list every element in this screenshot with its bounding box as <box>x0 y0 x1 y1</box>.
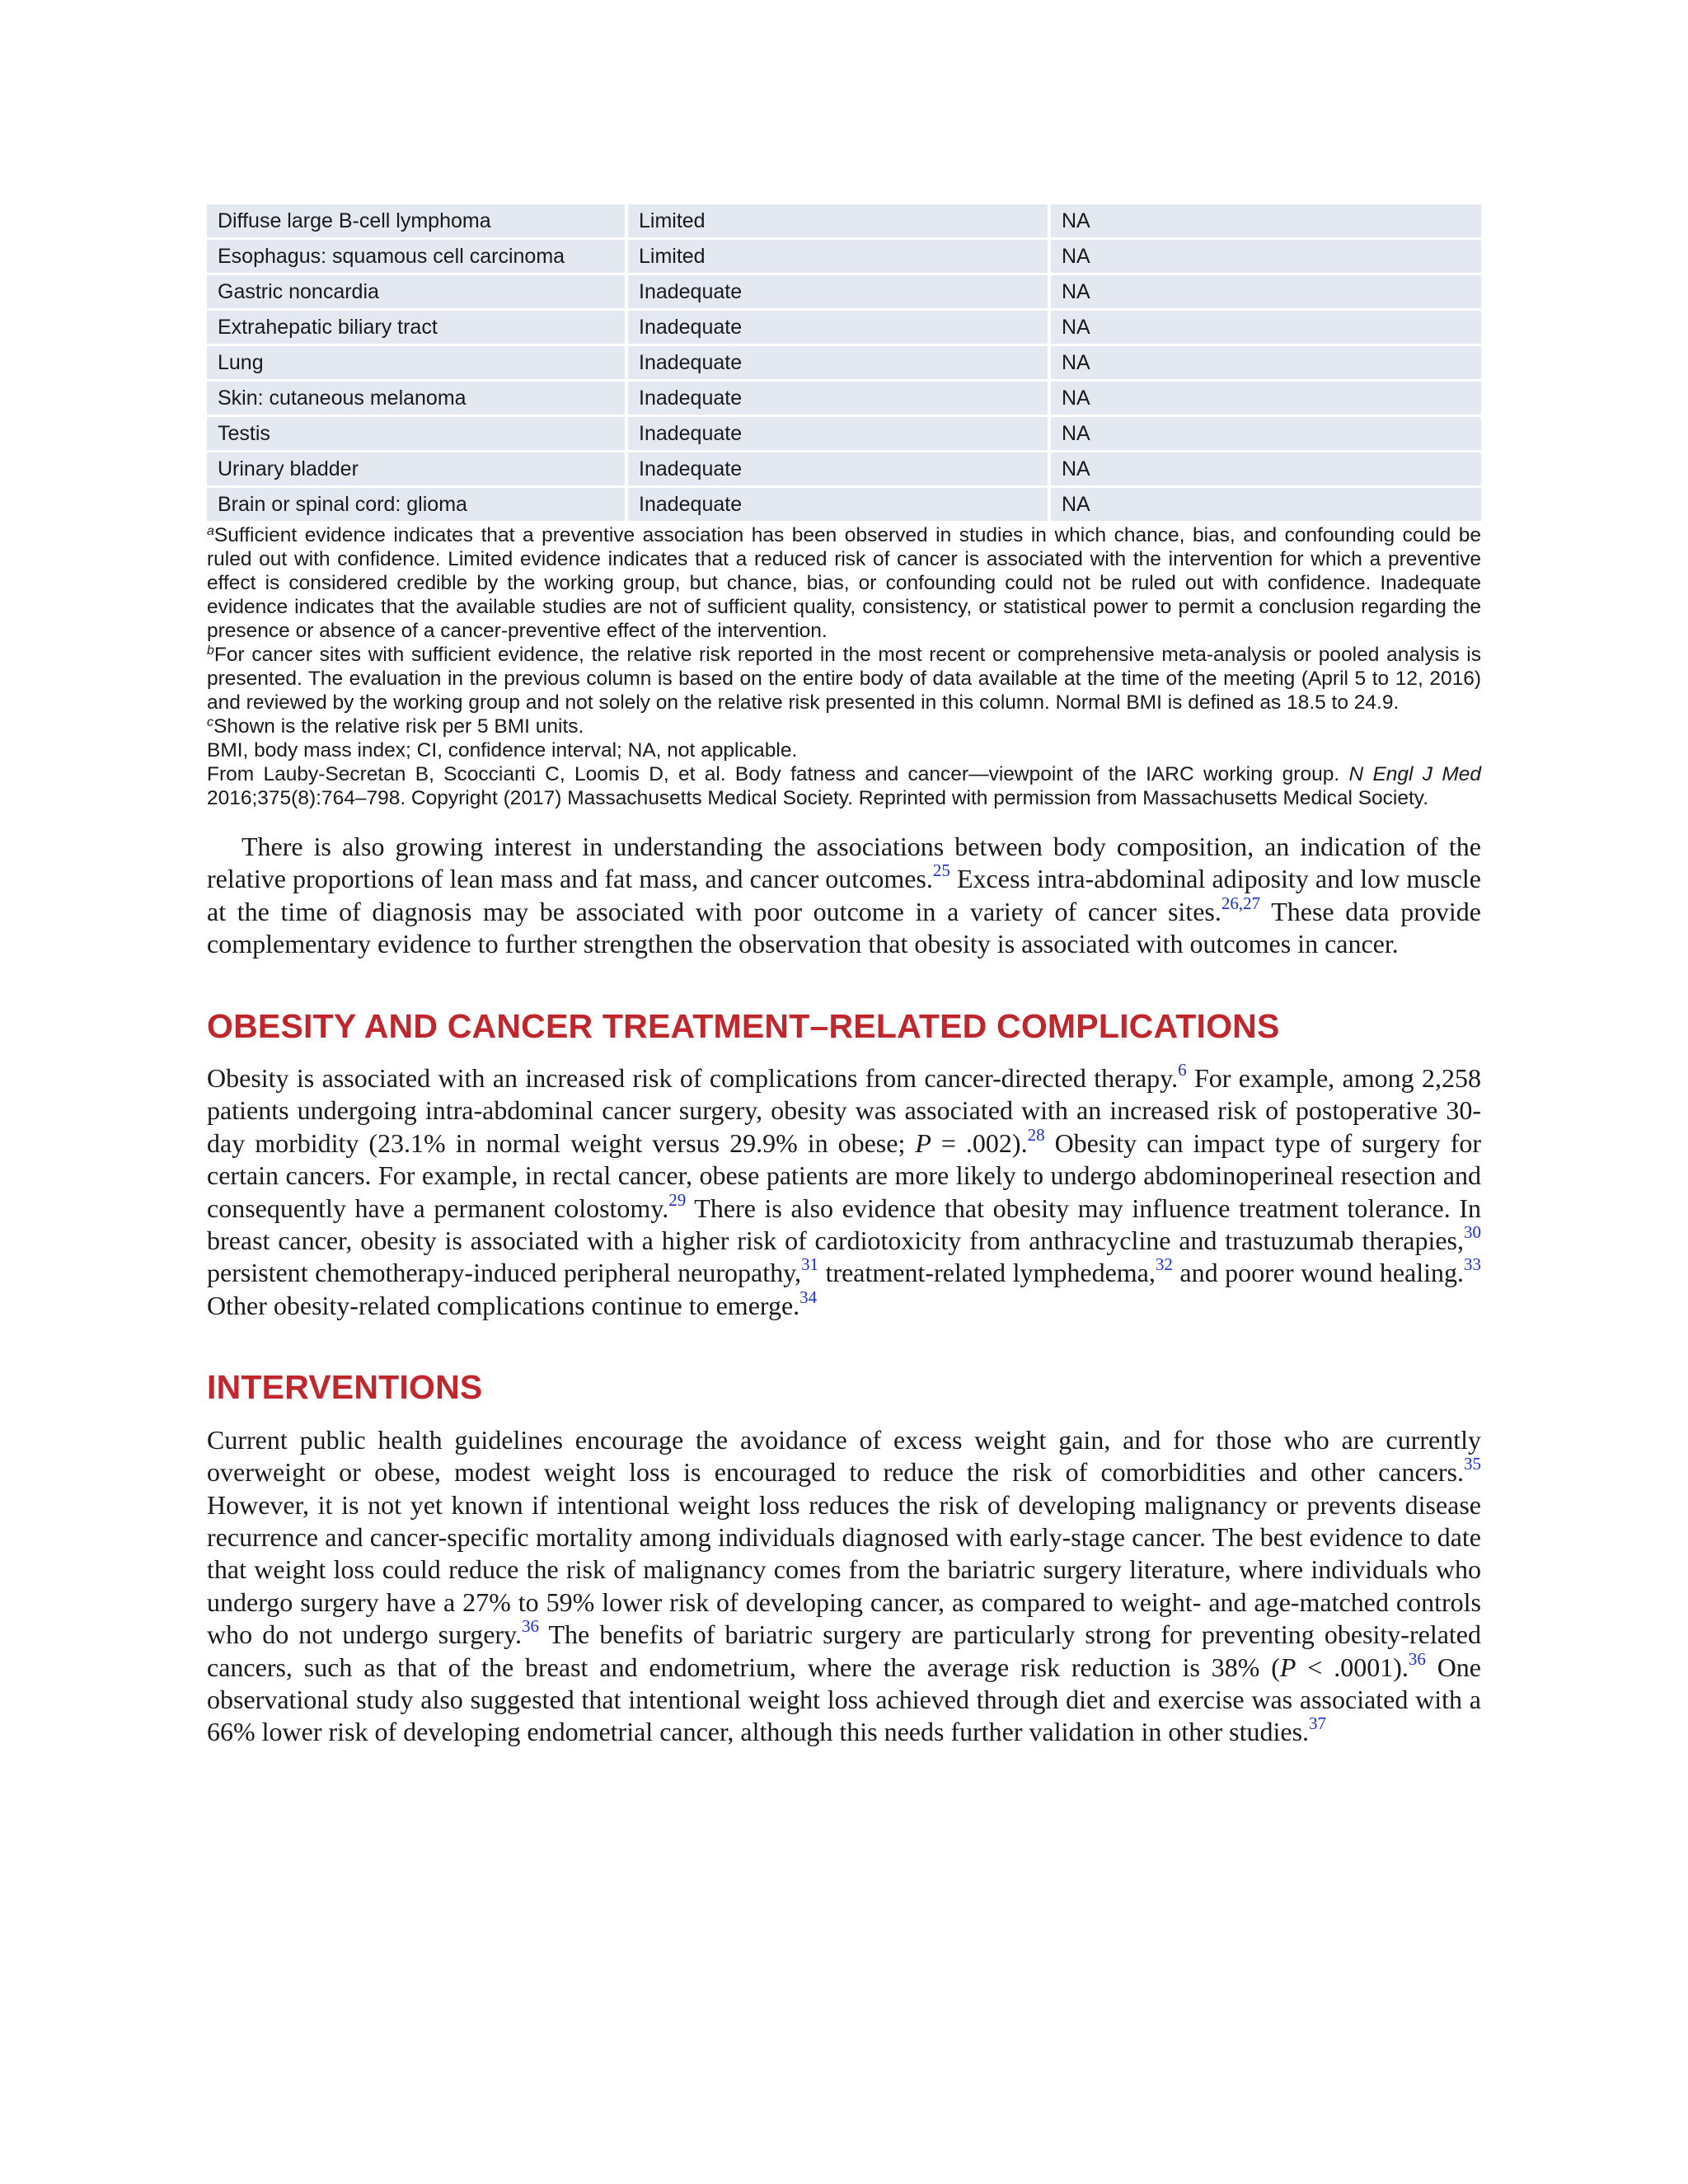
ref-link[interactable]: 34 <box>799 1286 818 1307</box>
table-footnotes <box>207 523 1481 810</box>
ref-link[interactable]: 29 <box>668 1189 687 1210</box>
table-row <box>207 240 1481 273</box>
relative-risk-cell: NA <box>1051 240 1481 273</box>
intro-text: There is also growing interest in understanding the associations between body composition, an indication of the relative proportions of lean mass and fat mass, and cancer outcomes. <box>207 832 1481 894</box>
footnote-b-marker: b <box>207 644 214 658</box>
cancer-site-cell: Urinary bladder <box>207 452 628 485</box>
cancer-site-cell: Gastric noncardia <box>207 275 628 308</box>
relative-risk-cell: NA <box>1051 275 1481 308</box>
interventions-paragraph <box>207 1424 1481 1749</box>
cancer-site-cell: Esophagus: squamous cell carcinoma <box>207 240 628 273</box>
paragraph-text: However, it is not yet known if intentional weight loss reduces the risk of developing malignancy or prevents disease recurrence and cancer-specific mortality among individuals diagnosed with early-stage cancer. The best evidence to date that weight loss could reduce the risk of malignancy comes from the bariatric surgery literature, where individuals who undergo surgery have a 27% to 59% lower risk of developing cancer, as compared to weight- and age-matched controls who do not undergo surgery. <box>207 1489 1481 1650</box>
ref-link[interactable]: 26,27 <box>1221 893 1261 913</box>
cancer-site-cell: Brain or spinal cord: glioma <box>207 488 628 521</box>
ref-link[interactable]: 25 <box>932 860 950 881</box>
evidence-table-body <box>207 204 1481 521</box>
ref-link[interactable]: 6 <box>1178 1060 1187 1080</box>
footnote-c <box>207 715 1481 738</box>
footnote-source <box>207 762 1481 810</box>
table-row <box>207 346 1481 379</box>
ref-link[interactable]: 28 <box>1027 1124 1045 1145</box>
footnote-b <box>207 643 1481 715</box>
section-heading-complications: OBESITY AND CANCER TREATMENT–RELATED COMPLICATIONS <box>207 1006 1280 1045</box>
footnote-c-text: Shown is the relative risk per 5 BMI units. <box>213 715 584 738</box>
ref-link[interactable]: 37 <box>1309 1713 1327 1734</box>
evidence-cell: Inadequate <box>628 275 1051 308</box>
ref-link[interactable]: 32 <box>1155 1254 1173 1275</box>
evidence-cell: Inadequate <box>628 417 1051 450</box>
complications-paragraph <box>207 1062 1481 1322</box>
ref-link[interactable]: 36 <box>521 1616 539 1637</box>
paragraph-text: Other obesity-related complications continue to emerge. <box>207 1290 800 1320</box>
evidence-cell: Inadequate <box>628 311 1051 344</box>
table-row <box>207 417 1481 450</box>
evidence-table <box>207 202 1481 523</box>
relative-risk-cell: NA <box>1051 382 1481 415</box>
cancer-site-cell: Extrahepatic biliary tract <box>207 311 628 344</box>
table-row <box>207 382 1481 415</box>
evidence-cell: Inadequate <box>628 452 1051 485</box>
relative-risk-cell: NA <box>1051 488 1481 521</box>
relative-risk-cell: NA <box>1051 311 1481 344</box>
paragraph-text: and poorer wound healing. <box>1172 1258 1465 1288</box>
table-row <box>207 311 1481 344</box>
evidence-cell: Inadequate <box>628 346 1051 379</box>
paragraph-text: treatment-related lymphedema, <box>818 1258 1156 1288</box>
table-row <box>207 204 1481 237</box>
cancer-site-cell: Lung <box>207 346 628 379</box>
footnote-a-text: Sufficient evidence indicates that a preventive association has been observed in studies in which chance, bias, and confounding could be ruled out with confidence. Limited evidence indicates that a reduced risk of cancer is associated with the intervention for which a preventive effect is considered credible by the working group, but chance, bias, or confounding could not be ruled out with confidence. Inadequate evidence indicates that the available studies are not of sufficient quality, consistency, or statistical power to permit a conclusion regarding the presence or absence of a cancer-preventive effect of the intervention. <box>207 524 1481 642</box>
ref-link[interactable]: 31 <box>801 1254 819 1275</box>
paragraph-text: The benefits of bariatric surgery are particularly strong for preventing obesity-related cancers, such as that of the breast and endometrium, where the average risk reduction is 38% ( <box>207 1619 1482 1682</box>
cancer-site-cell: Diffuse large B-cell lymphoma <box>207 204 628 237</box>
relative-risk-cell: NA <box>1051 346 1481 379</box>
intro-text: These data provide complementary evidence to further strengthen the observation that obesity is associated with outcomes in cancer. <box>207 896 1482 959</box>
footnote-b-text: For cancer sites with sufficient evidence, the relative risk reported in the most recent or comprehensive meta-analysis or pooled analysis is presented. The evaluation in the previous column is based on the entire body of data available at the time of the meeting (April 5 to 12, 2016) and reviewed by the working group and not solely on the relative risk presented in this column. Normal BMI is defined as 18.5 to 24.9. <box>207 644 1481 714</box>
paragraph-text: Obesity can impact type of surgery for certain cancers. For example, in rectal cancer, obese patients are more likely to undergo abdominoperineal resection and consequently have a permanent colostomy. <box>207 1127 1482 1223</box>
footnote-a <box>207 523 1481 643</box>
ref-link[interactable]: 30 <box>1464 1222 1481 1243</box>
footnote-abbreviations: BMI, body mass index; CI, confidence interval; NA, not applicable. <box>207 739 798 762</box>
cancer-site-cell: Testis <box>207 417 628 450</box>
evidence-cell: Inadequate <box>628 382 1051 415</box>
cancer-site-cell: Skin: cutaneous melanoma <box>207 382 628 415</box>
paragraph-text: One observational study also suggested that intentional weight loss achieved through diet and exercise was associated with a 66% lower risk of developing endometrial cancer, although this needs further validation in other studies. <box>207 1652 1482 1747</box>
evidence-cell: Limited <box>628 240 1051 273</box>
table-row <box>207 452 1481 485</box>
evidence-cell: Limited <box>628 204 1051 237</box>
intro-text: Excess intra-abdominal adiposity and low muscle at the time of diagnosis may be associated with poor outcome in a variety of cancer sites. <box>207 864 1482 926</box>
p-value-symbol: P <box>1279 1652 1296 1682</box>
ref-link[interactable]: 35 <box>1464 1454 1481 1474</box>
source-journal: N Engl J Med <box>1348 763 1481 785</box>
intro-paragraph <box>207 831 1481 961</box>
main-text <box>207 831 1481 1749</box>
ref-link[interactable]: 36 <box>1408 1648 1426 1669</box>
source-text: From Lauby-Secretan B, Scoccianti C, Loomis D, et al. Body fatness and cancer—viewpoint of the IARC working group. <box>207 763 1349 785</box>
footnote-a-marker: a <box>207 524 214 538</box>
footnote-c-marker: c <box>207 715 213 729</box>
section-heading-interventions: INTERVENTIONS <box>207 1368 483 1407</box>
paragraph-text: For example, among 2,258 patients undergoing intra-abdominal cancer surgery, obesity was associated with an increased risk of postoperative 30-day morbidity (23.1% in normal weight versus 29.9% in obese; <box>207 1063 1482 1158</box>
paragraph-text: Obesity is associated with an increased risk of complications from cancer-directed therapy. <box>207 1063 1179 1094</box>
paragraph-text: There is also evidence that obesity may influence treatment tolerance. In breast cancer, obesity is associated with a higher risk of cardiotoxicity from anthracycline and trastuzumab therapies, <box>207 1193 1482 1256</box>
page <box>207 204 1481 1749</box>
paragraph-text: = .002). <box>931 1127 1028 1158</box>
source-citation: 2016;375(8):764–798. Copyright (2017) Massachusetts Medical Society. Reprinted with permission from Massachusetts Medical Society. <box>207 787 1429 809</box>
paragraph-text: < .0001). <box>1296 1652 1409 1682</box>
relative-risk-cell: NA <box>1051 452 1481 485</box>
evidence-cell: Inadequate <box>628 488 1051 521</box>
paragraph-text: Current public health guidelines encourage the avoidance of excess weight gain, and for those who are currently overweight or obese, modest weight loss is encouraged to reduce the risk of comorbidities and other cancers. <box>207 1424 1481 1488</box>
relative-risk-cell: NA <box>1051 204 1481 237</box>
paragraph-text: persistent chemotherapy-induced peripheral neuropathy, <box>207 1258 802 1288</box>
table-row <box>207 275 1481 308</box>
p-value-symbol: P <box>915 1127 931 1158</box>
ref-link[interactable]: 33 <box>1464 1254 1482 1275</box>
relative-risk-cell: NA <box>1051 417 1481 450</box>
table-row <box>207 488 1481 521</box>
